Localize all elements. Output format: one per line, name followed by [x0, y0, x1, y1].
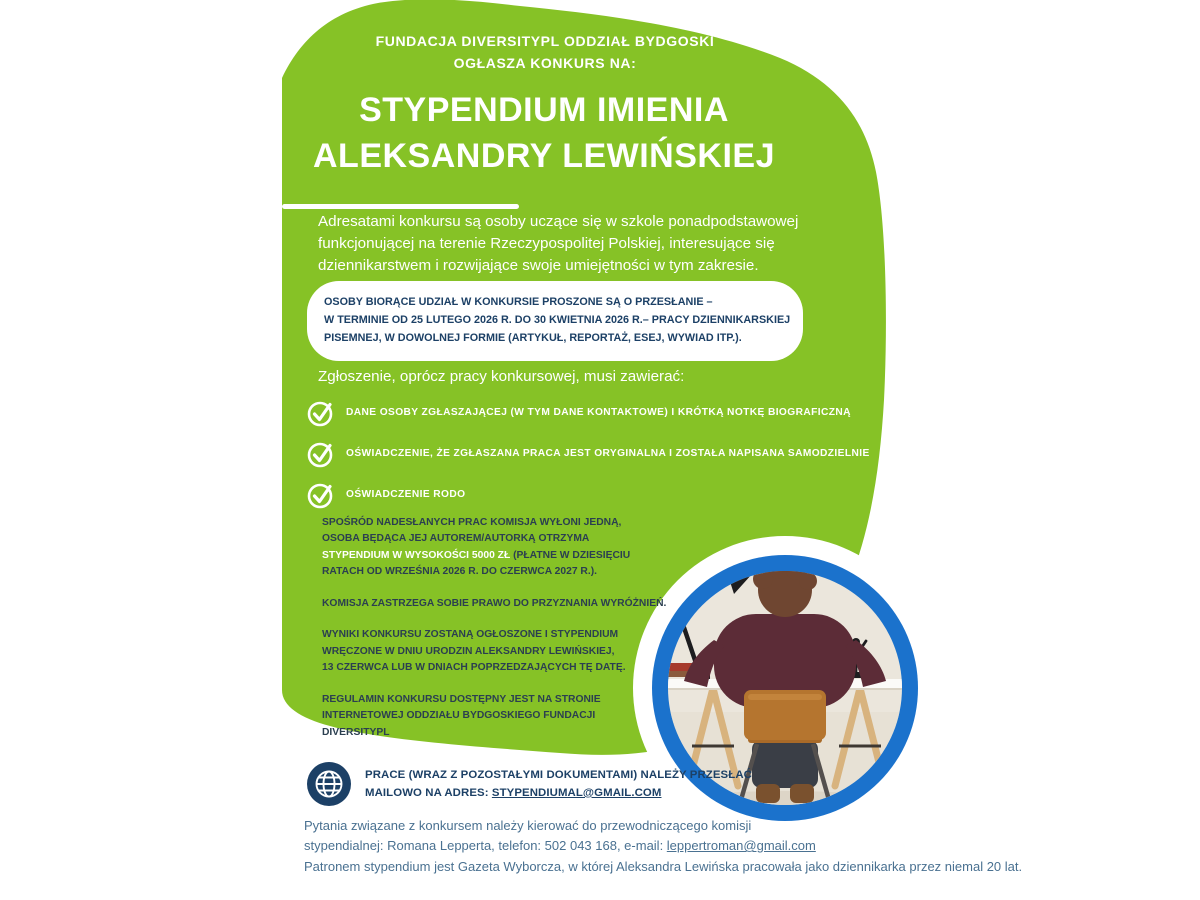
- stipend-line1: SPOŚRÓD NADESŁANYCH PRAC KOMISJA WYŁONI JEDNĄ,: [322, 517, 622, 528]
- contact-note: [304, 816, 816, 856]
- box-line1: OSOBY BIORĄCE UDZIAŁ W KONKURSIE PROSZONE SĄ O PRZESŁANIE –: [324, 296, 713, 308]
- stipend-paragraph: [322, 515, 666, 581]
- checklist-item: [306, 480, 870, 509]
- results-paragraph: [322, 627, 666, 676]
- submission-mail-text: [365, 766, 752, 803]
- box-line2: W TERMINIE OD 25 LUTEGO 2026 R. DO 30 KWIETNIA 2026 R.– PRACY DZIENNIKARSKIEJ: [324, 313, 791, 326]
- eyebrow: [285, 31, 805, 74]
- intro-paragraph: [318, 211, 798, 277]
- distinction-paragraph: KOMISJA ZASTRZEGA SOBIE PRAWO DO PRZYZNANIA WYRÓŻNIEŃ.: [322, 597, 667, 609]
- stipend-line3-rest: (PŁATNE W DZIESIĘCIU: [510, 549, 631, 561]
- rules-paragraph: [322, 692, 666, 741]
- contact-line2-prefix: stypendialnej: Romana Lepperta, telefon: 502 043 168, e-mail:: [304, 838, 667, 854]
- stipend-line3: [322, 548, 666, 564]
- checklist-item: [306, 398, 870, 427]
- title-divider-line: [282, 204, 519, 209]
- rules-line1: REGULAMIN KONKURSU DOSTĘPNY JEST NA STRONIE: [322, 693, 601, 705]
- checklist-item-label: OŚWIADCZENIE, ŻE ZGŁASZANA PRACA JEST ORYGINALNA I ZOSTAŁA NAPISANA SAMODZIELNIE: [346, 448, 870, 459]
- mail-line2-prefix: MAILOWO NA ADRES:: [365, 787, 492, 799]
- requirements-checklist: [306, 398, 870, 509]
- box-line3: PISEMNEJ, W DOWOLNEJ FORMIE (ARTYKUŁ, REPORTAŻ, ESEJ, WYWIAD ITP.).: [324, 331, 742, 344]
- check-circle-icon: [306, 439, 335, 468]
- jeans: [752, 740, 818, 788]
- checklist-item-label: OŚWIADCZENIE RODO: [346, 489, 466, 500]
- checklist-item: [306, 439, 870, 468]
- intro-line1: Adresatami konkursu są osoby uczące się w szkole ponadpodstawowej: [318, 213, 799, 230]
- checklist-item-label: DANE OSOBY ZGŁASZAJĄCEJ (W TYM DANE KONTAKTOWE) I KRÓTKĄ NOTKĘ BIOGRAFICZNĄ: [346, 407, 851, 418]
- foundation-name-bold: DIVERSITYPL: [322, 726, 390, 738]
- intro-line2: funkcjonującej na terenie Rzeczypospolitej Polskiej, interesujące się: [318, 235, 775, 253]
- rules-line2: INTERNETOWEJ ODDZIAŁU BYDGOSKIEGO FUNDACJI: [322, 710, 596, 722]
- title-line1: STYPENDIUM IMIENIA: [359, 91, 729, 129]
- mail-line2: [365, 784, 752, 802]
- eyebrow-line2: OGŁASZA KONKURS NA:: [453, 54, 637, 71]
- check-circle-icon: [306, 398, 335, 427]
- requirements-lead: Zgłoszenie, oprócz pracy konkursowej, musi zawierać:: [318, 368, 685, 385]
- stipend-amount-highlight: STYPENDIUM W WYSOKOŚCI 5000 ZŁ: [322, 549, 511, 561]
- globe-icon: [306, 761, 352, 807]
- check-circle-icon: [306, 480, 335, 509]
- contact-line1: Pytania związane z konkursem należy kierować do przewodniczącego komisji: [304, 818, 752, 833]
- mail-line1: PRACE (WRAZ Z POZOSTAŁYMI DOKUMENTAMI) NALEŻY PRZESŁAĆ: [365, 768, 752, 781]
- results-line3: 13 CZERWCA LUB W DNIACH POPRZEDZAJĄCYCH TĘ DATĘ.: [322, 662, 626, 674]
- results-line1: WYNIKI KONKURSU ZOSTANĄ OGŁOSZONE I STYPENDIUM: [322, 629, 619, 641]
- submission-mail-row: [306, 761, 752, 807]
- submission-email-link[interactable]: STYPENDIUMAL@GMAIL.COM: [491, 787, 662, 799]
- intro-line3: dziennikarstwem i rozwijające swoje umiejętności w tym zakresie.: [318, 257, 759, 275]
- deadline-highlight-box: [307, 281, 803, 361]
- eyebrow-line1: FUNDACJA DIVERSITYPL ODDZIAŁ BYDGOSKI: [375, 33, 715, 49]
- patron-note: Patronem stypendium jest Gazeta Wyborcza, w której Aleksandra Lewińska pracowała jako dziennikarka przez niemal 20 lat.: [304, 859, 1023, 874]
- chairman-email-link[interactable]: leppertroman@gmail.com: [666, 838, 816, 854]
- stipend-line2: OSOBA BĘDĄCA JEJ AUTOREM/AUTORKĄ OTRZYMA: [322, 533, 590, 545]
- contact-line2: [304, 836, 816, 856]
- results-line2: WRĘCZONE W DNIU URODZIN ALEKSANDRY LEWIŃSKIEJ,: [322, 645, 615, 657]
- page-title: [232, 88, 856, 180]
- title-line2: ALEKSANDRY LEWIŃSKIEJ: [313, 136, 775, 175]
- stipend-line4: RATACH OD WRZEŚNIA 2026 R. DO CZERWCA 2027 R.).: [322, 566, 597, 578]
- details-column: [322, 515, 666, 756]
